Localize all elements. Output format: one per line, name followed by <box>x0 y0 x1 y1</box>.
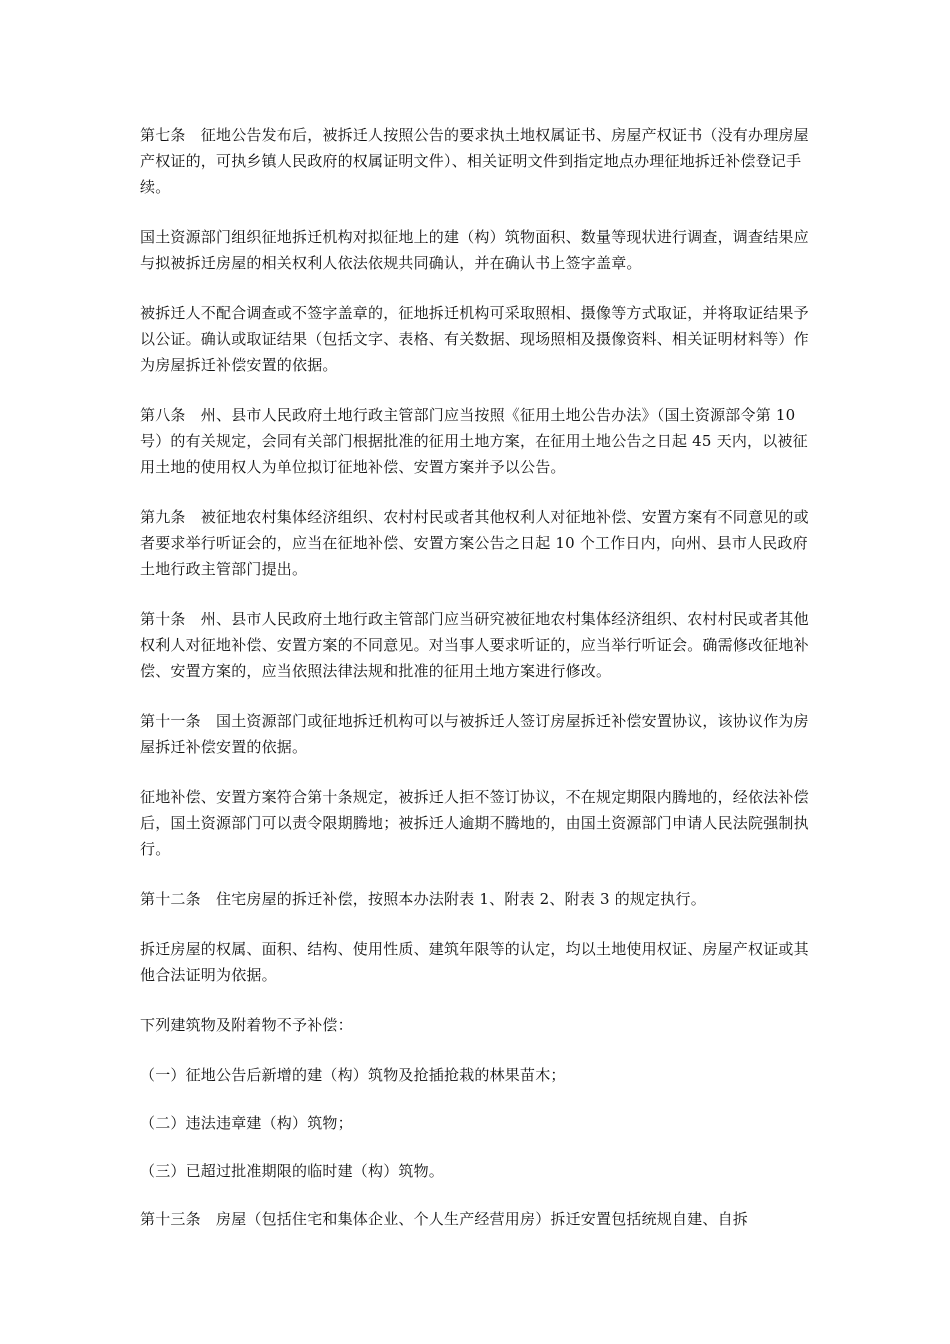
paragraph-ownership-basis: 拆迁房屋的权属、面积、结构、使用性质、建筑年限等的认定，均以土地使用权证、房屋产权证或其他合法证明为依据。 <box>140 940 809 984</box>
list-item-1: （一）征地公告后新增的建（构）筑物及抢插抢栽的林果苗木； <box>140 1066 566 1084</box>
paragraph-article-9: 第九条 被征地农村集体经济组织、农村村民或者其他权利人对征地补偿、安置方案有不同意见的或者要求举行听证会的，应当在征地补偿、安置方案公告之日起 10 个工作日内，向州、县市人民政府土地行政主管部门提出。 <box>140 508 809 578</box>
paragraph-article-7: 第七条 征地公告发布后，被拆迁人按照公告的要求执土地权属证书、房屋产权证书（没有办理房屋产权证的，可执乡镇人民政府的权属证明文件）、相关证明文件到指定地点办理征地拆迁补偿登记手续。 <box>140 126 809 196</box>
paragraph-survey: 国土资源部门组织征地拆迁机构对拟征地上的建（构）筑物面积、数量等现状进行调查，调查结果应与拟被拆迁房屋的相关权利人依法依规共同确认，并在确认书上签字盖章。 <box>140 228 809 272</box>
paragraph-article-11: 第十一条 国土资源部门或征地拆迁机构可以与被拆迁人签订房屋拆迁补偿安置协议，该协议作为房屋拆迁补偿安置的依据。 <box>140 712 809 756</box>
list-item-2: （二）违法违章建（构）筑物； <box>140 1114 353 1132</box>
paragraph-article-10: 第十条 州、县市人民政府土地行政主管部门应当研究被征地农村集体经济组织、农村村民或者其他权利人对征地补偿、安置方案的不同意见。对当事人要求听证的，应当举行听证会。确需修改征地补偿、安置方案的，应当依照法律法规和批准的征用土地方案进行修改。 <box>140 610 809 680</box>
paragraph-no-compensation-intro: 下列建筑物及附着物不予补偿： <box>140 1016 353 1034</box>
paragraph-article-12: 第十二条 住宅房屋的拆迁补偿，按照本办法附表 1、附表 2、附表 3 的规定执行。 <box>140 890 706 908</box>
paragraph-evidence: 被拆迁人不配合调查或不签字盖章的，征地拆迁机构可采取照相、摄像等方式取证，并将取证结果予以公证。确认或取证结果（包括文字、表格、有关数据、现场照相及摄像资料、相关证明材料等）作为房屋拆迁补偿安置的依据。 <box>140 304 809 374</box>
paragraph-enforcement: 征地补偿、安置方案符合第十条规定，被拆迁人拒不签订协议，不在规定期限内腾地的，经依法补偿后，国土资源部门可以责令限期腾地；被拆迁人逾期不腾地的，由国土资源部门申请人民法院强制执行。 <box>140 788 809 858</box>
paragraph-article-13: 第十三条 房屋（包括住宅和集体企业、个人生产经营用房）拆迁安置包括统规自建、自拆 <box>140 1210 749 1228</box>
list-item-3: （三）已超过批准期限的临时建（构）筑物。 <box>140 1162 445 1180</box>
paragraph-article-8: 第八条 州、县市人民政府土地行政主管部门应当按照《征用土地公告办法》（国土资源部令第 10 号）的有关规定，会同有关部门根据批准的征用土地方案，在征用土地公告之日起 45 天内，以被征用土地的使用权人为单位拟订征地补偿、安置方案并予以公告。 <box>140 406 808 476</box>
document-body <box>140 122 812 1232</box>
